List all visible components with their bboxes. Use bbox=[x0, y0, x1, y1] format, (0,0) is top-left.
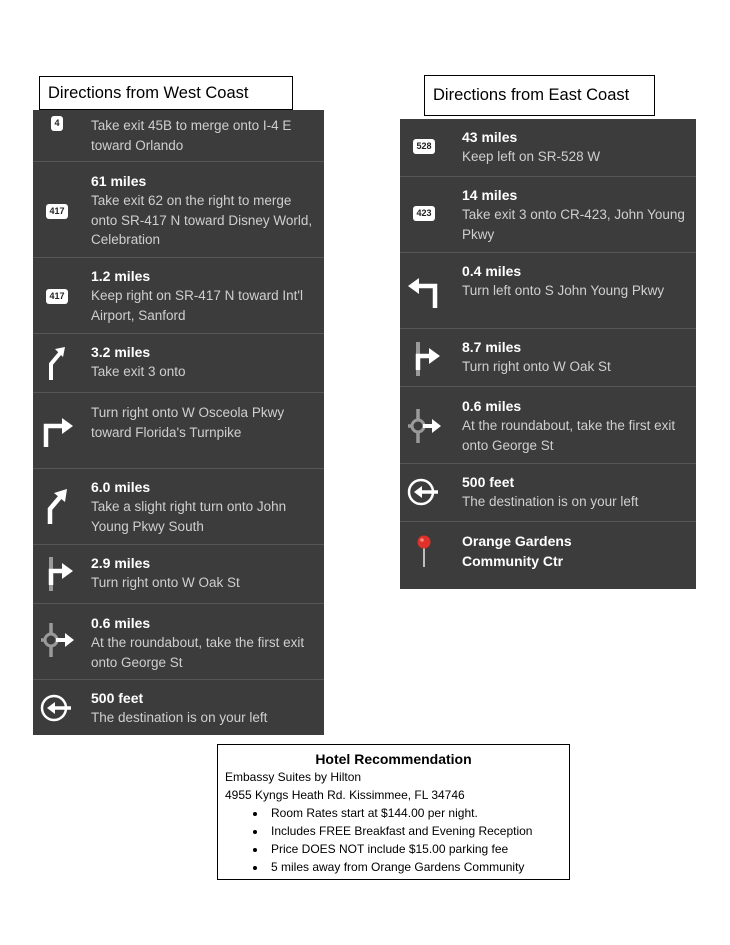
east-step-1-distance: 43 miles bbox=[462, 129, 518, 145]
west-step-1-instruction: Take exit 45B to merge onto I-4 E toward Orlando bbox=[91, 118, 292, 153]
hotel-detail-item: • Price DOES NOT include $15.00 parking fee bbox=[267, 840, 562, 858]
east-step-3-instruction: Turn left onto S John Young Pkwy bbox=[462, 283, 665, 298]
destination-left-icon bbox=[400, 477, 448, 507]
map-pin-icon bbox=[400, 534, 448, 568]
west-directions-panel bbox=[33, 110, 324, 735]
east-step-4[interactable] bbox=[400, 329, 696, 387]
west-step-3-instruction: Keep right on SR-417 N toward Int'l Airport, Sanford bbox=[91, 288, 303, 323]
west-step-8-instruction: At the roundabout, take the first exit onto George St bbox=[91, 635, 305, 670]
turn-left-arrow-icon bbox=[400, 273, 448, 309]
east-directions-panel bbox=[400, 119, 696, 589]
west-step-6-distance: 6.0 miles bbox=[91, 479, 151, 495]
slight-right-arrow-icon bbox=[33, 485, 81, 525]
highway-4-shield-icon: 4 bbox=[33, 116, 81, 131]
turn-right-arrow-icon bbox=[400, 340, 448, 376]
west-step-5-instruction: Turn right onto W Osceola Pkwy toward Florida's Turnpike bbox=[91, 405, 285, 440]
east-step-4-distance: 8.7 miles bbox=[462, 339, 522, 355]
hotel-title: Hotel Recommendation bbox=[315, 751, 472, 767]
east-step-6-distance: 500 feet bbox=[462, 474, 515, 490]
west-step-4-distance: 3.2 miles bbox=[91, 344, 151, 360]
highway-417-shield-icon: 417 bbox=[33, 289, 81, 304]
highway-417-shield-icon: 417 bbox=[33, 204, 81, 219]
destination-name: Orange Gardens Community Ctr bbox=[462, 533, 572, 569]
west-coast-title bbox=[39, 76, 293, 110]
east-step-1-instruction: Keep left on SR-528 W bbox=[462, 149, 601, 164]
east-step-5-instruction: At the roundabout, take the first exit onto George St bbox=[462, 418, 676, 453]
east-step-2-distance: 14 miles bbox=[462, 187, 518, 203]
west-step-9-instruction: The destination is on your left bbox=[91, 710, 268, 725]
roundabout-icon bbox=[400, 409, 448, 443]
west-step-6[interactable] bbox=[33, 469, 324, 545]
west-step-3[interactable] bbox=[33, 258, 324, 334]
west-step-4-instruction: Take exit 3 onto bbox=[91, 364, 186, 379]
west-step-7-instruction: Turn right onto W Oak St bbox=[91, 575, 240, 590]
slight-right-arrow-icon bbox=[33, 344, 81, 382]
turn-right-arrow-icon bbox=[33, 412, 81, 448]
west-step-5[interactable] bbox=[33, 393, 324, 469]
west-step-8[interactable] bbox=[33, 604, 324, 680]
west-step-8-distance: 0.6 miles bbox=[91, 615, 151, 631]
west-step-2-instruction: Take exit 62 on the right to merge onto SR-417 N toward Disney World, Celebration bbox=[91, 193, 313, 247]
destination-left-icon bbox=[33, 693, 81, 723]
hotel-details-list bbox=[225, 804, 562, 876]
hotel-detail-item: • Room Rates start at $144.00 per night. bbox=[267, 804, 562, 822]
east-step-5[interactable] bbox=[400, 387, 696, 464]
east-step-6[interactable] bbox=[400, 464, 696, 522]
east-step-5-distance: 0.6 miles bbox=[462, 398, 522, 414]
west-step-3-distance: 1.2 miles bbox=[91, 268, 151, 284]
west-step-7-distance: 2.9 miles bbox=[91, 555, 151, 571]
hotel-detail-item: • 5 miles away from Orange Gardens Community bbox=[267, 858, 562, 876]
hotel-name: Embassy Suites by Hilton bbox=[225, 770, 362, 784]
east-step-2[interactable] bbox=[400, 177, 696, 253]
west-step-4[interactable] bbox=[33, 334, 324, 393]
east-destination[interactable] bbox=[400, 522, 696, 581]
west-step-2[interactable] bbox=[33, 162, 324, 258]
west-step-2-distance: 61 miles bbox=[91, 173, 147, 189]
west-step-9[interactable] bbox=[33, 680, 324, 735]
hotel-recommendation-box bbox=[217, 744, 570, 880]
highway-528-shield-icon: 528 bbox=[400, 139, 448, 154]
hotel-detail-item: • Includes FREE Breakfast and Evening Reception bbox=[267, 822, 562, 840]
east-coast-title bbox=[424, 75, 655, 116]
east-step-1[interactable] bbox=[400, 119, 696, 177]
east-coast-title-text: Directions from East Coast bbox=[433, 86, 630, 104]
west-step-9-distance: 500 feet bbox=[91, 690, 144, 706]
west-step-6-instruction: Take a slight right turn onto John Young Pkwy South bbox=[91, 499, 287, 534]
east-step-3[interactable] bbox=[400, 253, 696, 329]
east-step-3-distance: 0.4 miles bbox=[462, 263, 522, 279]
turn-right-arrow-icon bbox=[33, 555, 81, 591]
highway-423-shield-icon: 423 bbox=[400, 206, 448, 221]
west-coast-title-text: Directions from West Coast bbox=[48, 83, 249, 102]
west-step-7[interactable] bbox=[33, 545, 324, 604]
east-step-4-instruction: Turn right onto W Oak St bbox=[462, 359, 611, 374]
hotel-address: 4955 Kyngs Heath Rd. Kissimmee, FL 34746 bbox=[225, 788, 465, 802]
east-step-2-instruction: Take exit 3 onto CR-423, John Young Pkwy bbox=[462, 207, 685, 242]
east-step-6-instruction: The destination is on your left bbox=[462, 494, 639, 509]
west-step-1[interactable] bbox=[33, 110, 324, 162]
roundabout-icon bbox=[33, 623, 81, 657]
